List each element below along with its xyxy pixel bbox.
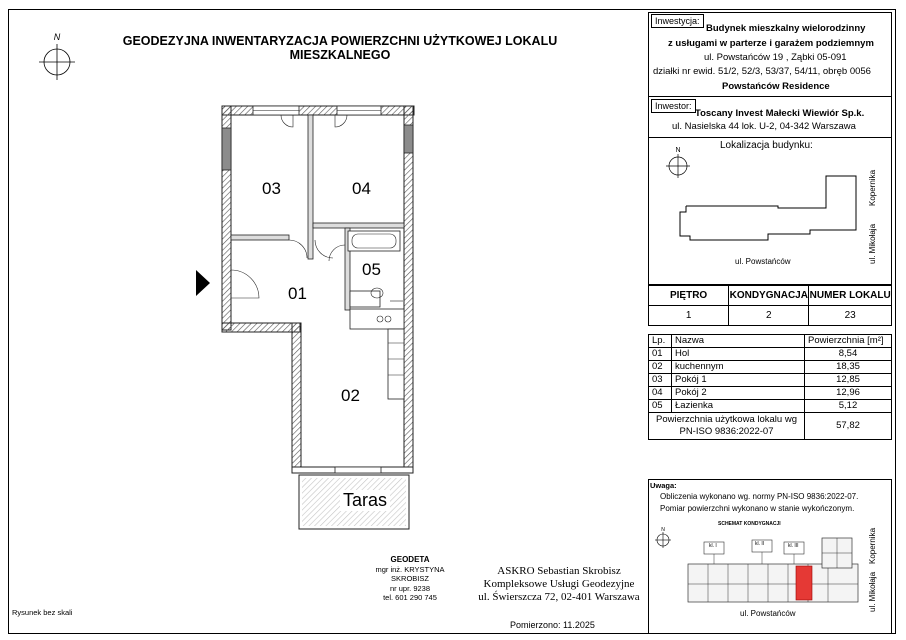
cell-area: 5,12 <box>805 400 892 413</box>
table-row <box>649 400 892 413</box>
value-floor: 1 <box>649 306 729 326</box>
cell-area: 8,54 <box>805 348 892 361</box>
room-label-02: 02 <box>341 386 360 405</box>
compass-label: N <box>53 32 61 42</box>
header-unit-number: NUMER LOKALU <box>809 286 892 306</box>
taras-label: Taras <box>340 490 390 511</box>
col-lp: Lp. <box>649 335 672 348</box>
surveyor-name: mgr inż. KRYSTYNA SKROBISZ <box>375 564 445 583</box>
cell-name: Hol <box>672 348 805 361</box>
outer-walls <box>222 106 414 473</box>
investor-address: ul. Nasielska 44 lok. U-2, 04-342 Warszawa <box>672 121 856 132</box>
room-label-03: 03 <box>262 179 281 198</box>
svg-text:N: N <box>675 147 681 154</box>
table-row <box>649 387 892 400</box>
total-row <box>649 413 892 440</box>
cell-lp: 05 <box>649 400 672 413</box>
schema-title: SCHEMAT KONDYGNACJI <box>718 521 781 527</box>
company-line-3: ul. Świerszcza 72, 02-401 Warszawa <box>478 591 640 603</box>
table-row <box>649 374 892 387</box>
surveyor-phone: tel. 601 290 745 <box>383 593 437 602</box>
building-outline <box>660 170 860 250</box>
investment-line-2: z usługami w parterze i garażem podziemnym <box>668 38 874 49</box>
investor-name: Toscany Invest Małecki Wiewiór Sp.k. <box>695 108 865 119</box>
cell-name: Łazienka <box>672 400 805 413</box>
room-label-04: 04 <box>352 179 371 198</box>
schema-plan <box>684 528 860 608</box>
notes-line-2: Pomiar powierzchni wykonano w stanie wykończonym. <box>660 504 855 513</box>
company-block <box>467 565 651 604</box>
room-label-01: 01 <box>288 284 307 303</box>
cell-lp: 04 <box>649 387 672 400</box>
schema-kl3: kl. III <box>788 543 799 549</box>
investment-line-5: Powstańców Residence <box>722 81 830 92</box>
schema-street-right-1: ul. Mikołaja <box>868 571 877 612</box>
areas-table <box>648 334 892 440</box>
cell-area: 12,96 <box>805 387 892 400</box>
cell-area: 18,35 <box>805 361 892 374</box>
floor-plan <box>185 95 435 540</box>
unit-info-table <box>648 285 892 326</box>
page-title: GEODEZYJNA INWENTARYZACJA POWIERZCHNI UŻYTKOWEJ LOKALU MIESZKALNEGO <box>122 34 558 62</box>
cell-name: Pokój 2 <box>672 387 805 400</box>
schema-north-icon <box>652 525 674 549</box>
measured-date: Pomierzono: 11.2025 <box>510 620 595 630</box>
col-name: Nazwa <box>672 335 805 348</box>
header-floor: PIĘTRO <box>649 286 729 306</box>
north-arrow-icon <box>36 30 76 82</box>
entrance-arrow-icon <box>196 270 210 296</box>
location-street-right-1: ul. Mikołaja <box>868 223 877 264</box>
location-title: Lokalizacja budynku: <box>720 140 813 151</box>
unit-highlight <box>796 566 812 600</box>
header-level: KONDYGNACJA <box>729 286 809 306</box>
cell-name: Pokój 1 <box>672 374 805 387</box>
company-line-1: ASKRO Sebastian Skrobisz <box>497 565 621 577</box>
col-area: Powierzchnia [m²] <box>805 335 892 348</box>
svg-text:N: N <box>661 527 665 533</box>
table-row <box>649 348 892 361</box>
cell-lp: 02 <box>649 361 672 374</box>
total-label: Powierzchnia użytkowa lokalu wg PN-ISO 9836:2022-07 <box>649 413 805 440</box>
company-line-2: Kompleksowe Usługi Geodezyjne <box>483 578 635 590</box>
value-level: 2 <box>729 306 809 326</box>
schema-kl2: kl. II <box>755 541 765 547</box>
scale-note: Rysunek bez skali <box>12 608 73 617</box>
investment-line-3: ul. Powstańców 19 , Ząbki 05-091 <box>704 52 847 63</box>
surveyor-block <box>368 555 452 603</box>
schema-street-right-2: Kopernika <box>868 527 877 564</box>
cell-area: 12,85 <box>805 374 892 387</box>
room-label-05: 05 <box>362 260 381 279</box>
notes-label: Uwaga: <box>650 481 677 490</box>
location-street-right-2: Kopernika <box>868 169 877 206</box>
divider <box>648 96 892 97</box>
surveyor-license: nr upr. 9238 <box>389 583 431 593</box>
investor-label: Inwestor: <box>651 99 696 113</box>
schema-kl1: kl. I <box>709 543 717 549</box>
cell-name: kuchennym <box>672 361 805 374</box>
schema-street-bottom: ul. Powstańców <box>740 609 796 618</box>
investment-line-4: działki nr ewid. 51/2, 52/3, 53/37, 54/11, obręb 0056 <box>653 66 871 77</box>
investment-label: Inwestycja: <box>651 14 704 28</box>
table-row <box>649 361 892 374</box>
notes-line-1: Obliczenia wykonano wg. normy PN-ISO 9836:2022-07. <box>660 492 859 501</box>
cell-lp: 01 <box>649 348 672 361</box>
investment-line-1: Budynek mieszkalny wielorodzinny <box>706 23 866 34</box>
total-value: 57,82 <box>805 413 892 440</box>
value-unit-number: 23 <box>809 306 892 326</box>
surveyor-title: GEODETA <box>390 555 430 564</box>
cell-lp: 03 <box>649 374 672 387</box>
location-street-bottom: ul. Powstańców <box>735 257 791 266</box>
